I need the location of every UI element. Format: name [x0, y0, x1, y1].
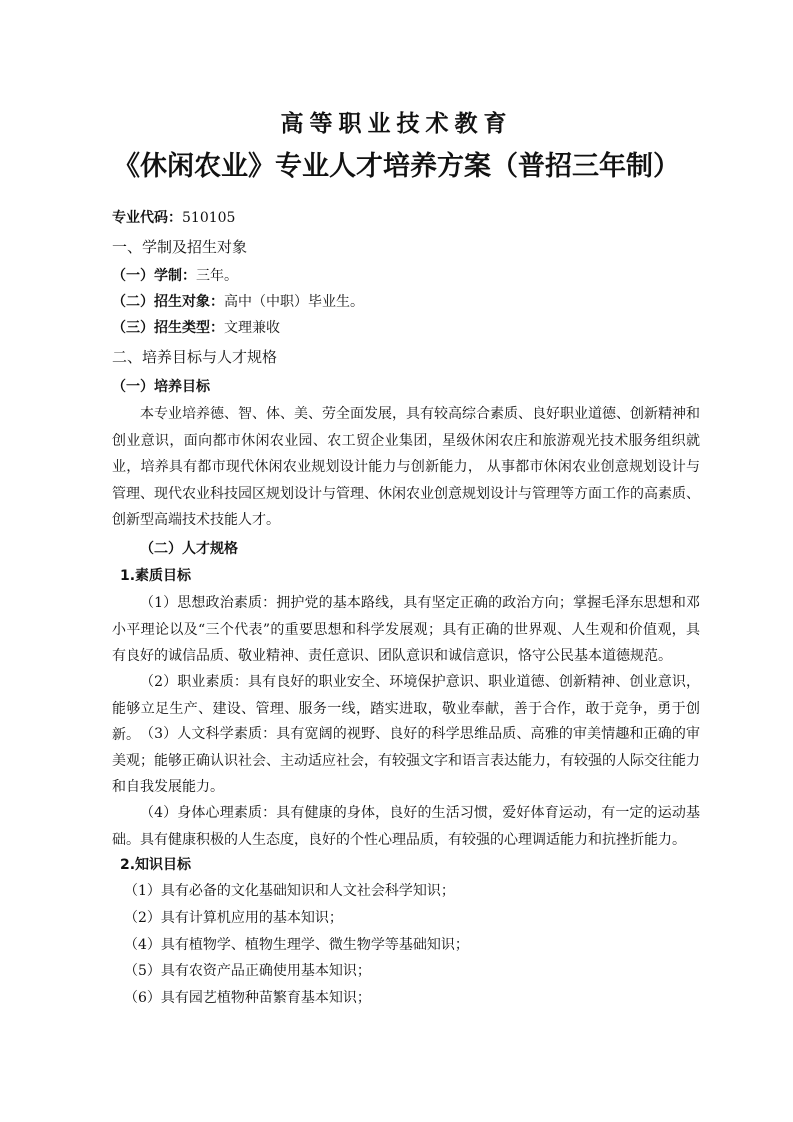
section-2-heading: 二、培养目标与人才规格 [112, 348, 278, 366]
quality-item: （3）人文科学素质：具有宽阔的视野、良好的科学思维品质、高雅的审美情趣和正确的审美观；能够正确认识社会、主动适应社会，有较强文字和语言表达能力，有较强的人际交往能力和自我发展能力。 [112, 726, 700, 795]
item-duration [112, 267, 702, 285]
knowledge-item: （2）具有计算机应用的基本知识； [124, 910, 343, 926]
major-code-label: 专业代码： [112, 210, 182, 226]
item-value: 高中（中职）毕业生。 [224, 294, 364, 310]
knowledge-item: （4）具有植物学、植物生理学、微生物学等基础知识； [124, 937, 469, 953]
quality-item: （2）职业素质：具有良好的职业安全、环境保护意识、职业道德、创新精神、创业意识，能够立足生产、建设、管理、服务一线，踏实进取，敬业奉献，善于合作，敢于竞争，勇于创新。 [112, 674, 700, 743]
document-title-sub: 《休闲农业》专业人才培养方案（普招三年制） [113, 151, 680, 182]
item-enrollment-target [112, 293, 702, 311]
item-value: 文理兼收 [224, 320, 280, 336]
talent-spec-heading: （二）人才规格 [140, 541, 238, 557]
item-value: 三年。 [196, 268, 238, 284]
training-goal-text: 本专业培养德、智、体、美、劳全面发展，具有较高综合素质、良好职业道德、创新精神和创业意识，面向都市休闲农业园、农工贸企业集团，星级休闲农庄和旅游观光技术服务组织就业，培养具有都市现代休闲农业规划设计能力与创新能力， 从事都市休闲农业创意规划设计与管理、现代农业科技园区规划设计与管理、休闲农业创意规划设计与管理等方面工作的高素质、创新型高端技术技能人才。 [112, 406, 700, 528]
section-1-heading: 一、学制及招生对象 [112, 238, 248, 256]
major-code [112, 209, 702, 227]
major-code-value: 510105 [182, 210, 236, 226]
quality-item: （4）身体心理素质：具有健康的身体，良好的生活习惯，爱好体育运动，有一定的运动基础。具有健康积极的人生态度，良好的个性心理品质，有较强的心理调适能力和抗挫折能力。 [112, 805, 700, 848]
item-label: （二）招生对象： [112, 294, 224, 310]
knowledge-goal-heading: 2.知识目标 [120, 857, 192, 873]
quality-item: （1）思想政治素质：拥护党的基本路线，具有坚定正确的政治方向；掌握毛泽东思想和邓小平理论以及“三个代表”的重要思想和科学发展观；具有正确的世界观、人生观和价值观，具有良好的诚信品质、敬业精神、责任意识、团队意识和诚信意识，恪守公民基本道德规范。 [112, 595, 700, 664]
knowledge-item: （5）具有农资产品正确使用基本知识； [124, 963, 371, 979]
document-title-main: 高等职业技术教育 [280, 111, 513, 137]
item-label: （三）招生类型： [112, 320, 224, 336]
quality-goal-heading: 1.素质目标 [120, 568, 192, 584]
knowledge-item: （1）具有必备的文化基础知识和人文社会科学知识； [124, 883, 455, 899]
knowledge-item: （6）具有园艺植物种苗繁育基本知识； [124, 990, 371, 1006]
training-goal-heading: （一）培养目标 [112, 379, 210, 395]
item-enrollment-type [112, 319, 702, 337]
item-label: （一）学制： [112, 268, 196, 284]
